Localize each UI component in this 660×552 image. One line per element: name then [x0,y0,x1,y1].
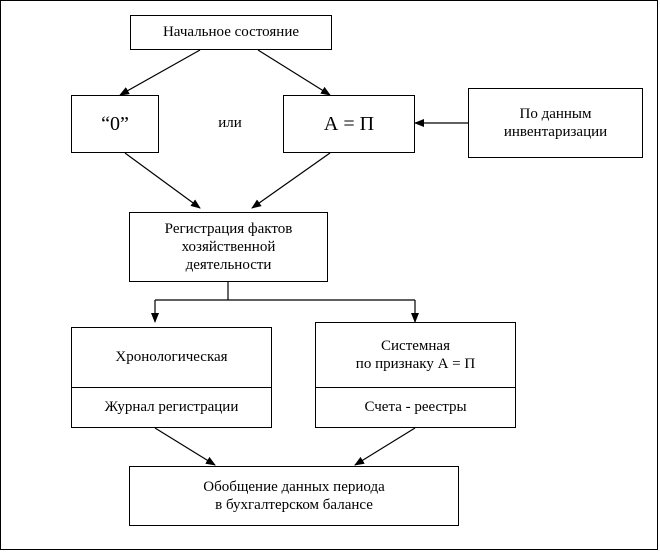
node-systematic-subtitle: Счета - реестры [364,399,467,415]
node-chronological-subtitle: Журнал регистрации [104,399,239,415]
node-registration-line3: деятельности [185,257,272,274]
node-period-summary-line2: в бухгалтерском балансе [215,497,373,513]
node-systematic-top [316,323,515,387]
node-inventory-data-line2: инвентаризации [503,124,608,140]
node-balance-equation-label: А = П [323,112,375,135]
node-inventory-data[interactable] [468,88,643,158]
node-chronological[interactable] [71,327,272,428]
label-or: или [218,115,242,131]
node-chronological-top [72,328,271,387]
node-registration-of-facts[interactable] [129,212,328,282]
node-systematic[interactable] [315,322,516,428]
node-registration-line2: хозяйственной [181,238,276,255]
node-systematic-title: Системная [381,337,450,354]
node-period-summary[interactable] [129,466,459,526]
node-chronological-bottom [72,387,271,427]
node-balance-equation[interactable] [283,95,415,153]
node-inventory-data-line1: По данным [519,105,592,122]
node-zero-state-label: “0” [101,112,129,135]
node-zero-state[interactable] [71,95,159,153]
node-period-summary-line1: Обобщение данных периода [203,478,385,495]
node-registration-line1: Регистрация фактов [164,220,293,237]
node-systematic-criterion: по признаку А = П [355,356,476,372]
node-systematic-bottom [316,387,515,427]
node-initial-state-label: Начальное состояние [162,24,300,41]
node-chronological-title: Хронологическая [115,349,228,366]
node-initial-state[interactable] [130,15,332,50]
